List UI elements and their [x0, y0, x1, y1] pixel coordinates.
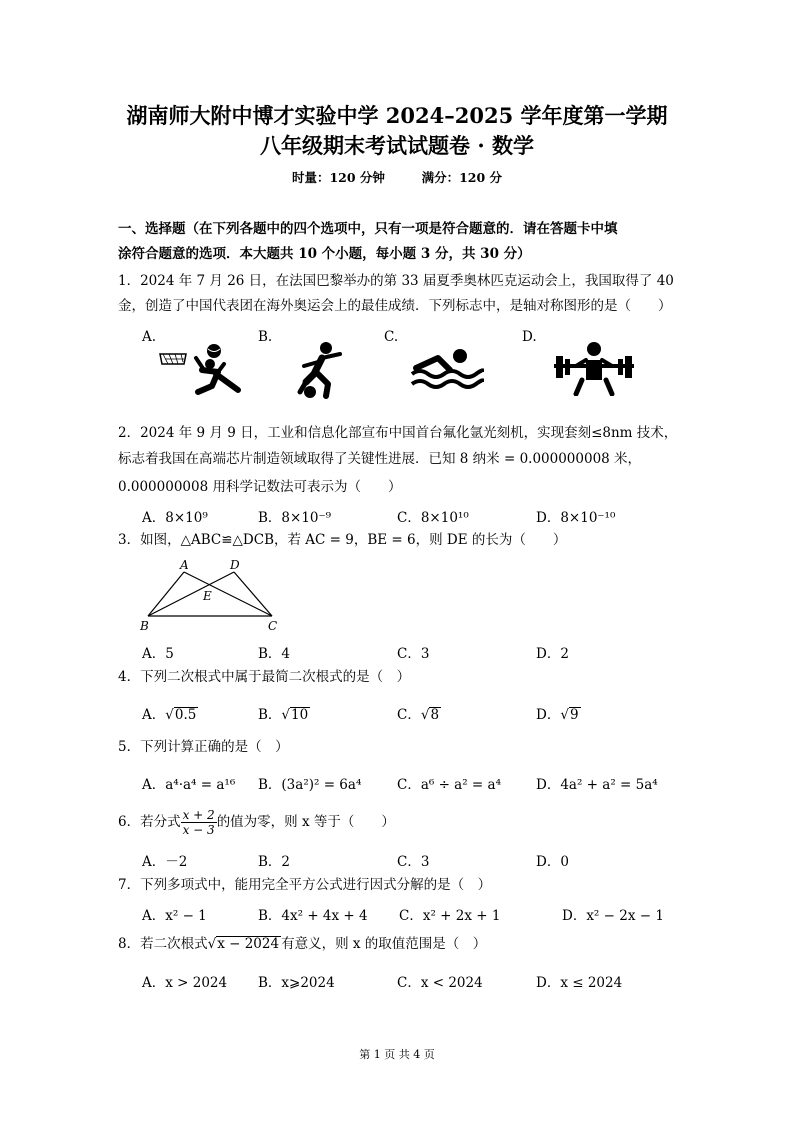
q4-option-b: B．√10 — [258, 707, 309, 723]
q8-line1: 8．若二次根式√x − 2024 有意义，则 x 的取值范围是（ ） — [118, 936, 487, 952]
q2-line1: 2．2024 年 9 月 9 日，工业和信息化部宣布中国首台氟化氩光刻机，实现套刻≤8nm 技术， — [118, 425, 678, 441]
label-a: A — [180, 558, 189, 572]
q3-option-d: D．2 — [536, 646, 569, 662]
label-e: E — [203, 589, 212, 603]
exam-meta — [0, 168, 794, 186]
q3-option-a: A．5 — [142, 646, 174, 662]
q6-line1: 6．若分式 $\frac{x + 2}{x - 3}$ 的值为零，则 x 等于（ ） — [118, 808, 395, 837]
basketball-icon — [158, 340, 258, 398]
q7-option-a: A．x² − 1 — [142, 908, 207, 924]
q8-option-d: D．x ≤ 2024 — [536, 975, 623, 991]
section-heading-line2: 涂符合题意的选项．本大题共 10 个小题，每小题 3 分，共 30 分） — [118, 246, 531, 262]
label-c: C — [268, 619, 278, 633]
q3-line1: 3．如图，△ABC≌△DCB，若 AC = 9，BE = 6，则 DE 的长为（ ） — [118, 532, 567, 548]
q4-option-d: D．√9 — [536, 707, 579, 723]
q7-option-d: D．x² − 2x − 1 — [562, 908, 664, 924]
label-d: D — [230, 558, 240, 572]
q3-option-b: B．4 — [258, 646, 291, 662]
triangle-figure — [136, 556, 286, 636]
q5-option-c: C．a⁶ ÷ a² = a⁴ — [397, 777, 501, 793]
q6-option-d: D．0 — [536, 854, 569, 870]
q2-option-b: B．8×10⁻⁹ — [258, 510, 332, 526]
q2-option-a: A．8×10⁹ — [142, 510, 208, 526]
q7-line1: 7．下列多项式中，能用完全平方公式进行因式分解的是（ ） — [118, 877, 492, 893]
q1-option-c: C. — [384, 329, 399, 345]
q8-option-b: B．x⩾2024 — [258, 975, 335, 991]
exam-time: 时量：120 分钟 — [291, 170, 385, 185]
soccer-icon — [292, 340, 350, 400]
q5-option-a: A．a⁴·a⁴ = a¹⁶ — [142, 777, 236, 793]
weightlifting-icon — [552, 340, 636, 396]
q1-option-b: B. — [258, 329, 273, 345]
q4-option-c: C．√8 — [397, 707, 440, 723]
page-footer: 第 1 页 共 4 页 — [359, 1048, 435, 1061]
q2-option-c: C．8×10¹⁰ — [397, 510, 469, 526]
exam-title-line1: 湖南师大附中博才实验中学 2024–2025 学年度第一学期 — [126, 103, 668, 128]
q1-line2: 金，创造了中国代表团在海外奥运会上的最佳成绩．下列标志中，是轴对称图形的是（ ） — [118, 298, 672, 314]
q2-line3: 0.000000008 用科学记数法可表示为（ ） — [118, 479, 402, 495]
q6-option-a: A．－2 — [142, 854, 188, 870]
q5-option-d: D．4a² + a² = 5a⁴ — [536, 777, 658, 793]
q6-option-c: C．3 — [397, 854, 430, 870]
q6-fraction: $\frac{x + 2}{x - 3}$ — [182, 808, 215, 837]
q1-line1: 1．2024 年 7 月 26 日，在法国巴黎举办的第 33 届夏季奥林匹克运动会上，我国取得了 40 — [118, 273, 674, 289]
q3-option-c: C．3 — [397, 646, 430, 662]
q5-line1: 5．下列计算正确的是（ ） — [118, 739, 289, 755]
label-b: B — [140, 619, 149, 633]
q4-line1: 4．下列二次根式中属于最简二次根式的是（ ） — [118, 669, 411, 685]
exam-score: 满分：120 分 — [421, 170, 503, 185]
q6-option-b: B．2 — [258, 854, 291, 870]
q8-option-a: A．x > 2024 — [142, 975, 228, 991]
q8-option-c: C．x < 2024 — [397, 975, 483, 991]
q2-option-d: D．8×10⁻¹⁰ — [536, 510, 616, 526]
q5-option-b: B．(3a²)² = 6a⁴ — [258, 777, 362, 793]
q7-option-b: B．4x² + 4x + 4 — [258, 908, 368, 924]
exam-title-line2: 八年级期末考试试题卷 · 数学 — [260, 133, 534, 158]
section-heading-line1: 一、选择题（在下列各题中的四个选项中，只有一项是符合题意的．请在答题卡中填 — [118, 221, 618, 237]
q7-option-c: C．x² + 2x + 1 — [399, 908, 501, 924]
q4-option-a: A．√0.5 — [142, 707, 197, 723]
q1-option-a: A. — [142, 329, 157, 345]
q2-line2: 标志着我国在高端芯片制造领域取得了关键性进展．已知 8 纳米 = 0.000000008 米， — [118, 451, 642, 467]
q1-option-d: D. — [522, 329, 537, 345]
swimming-icon — [408, 346, 484, 390]
